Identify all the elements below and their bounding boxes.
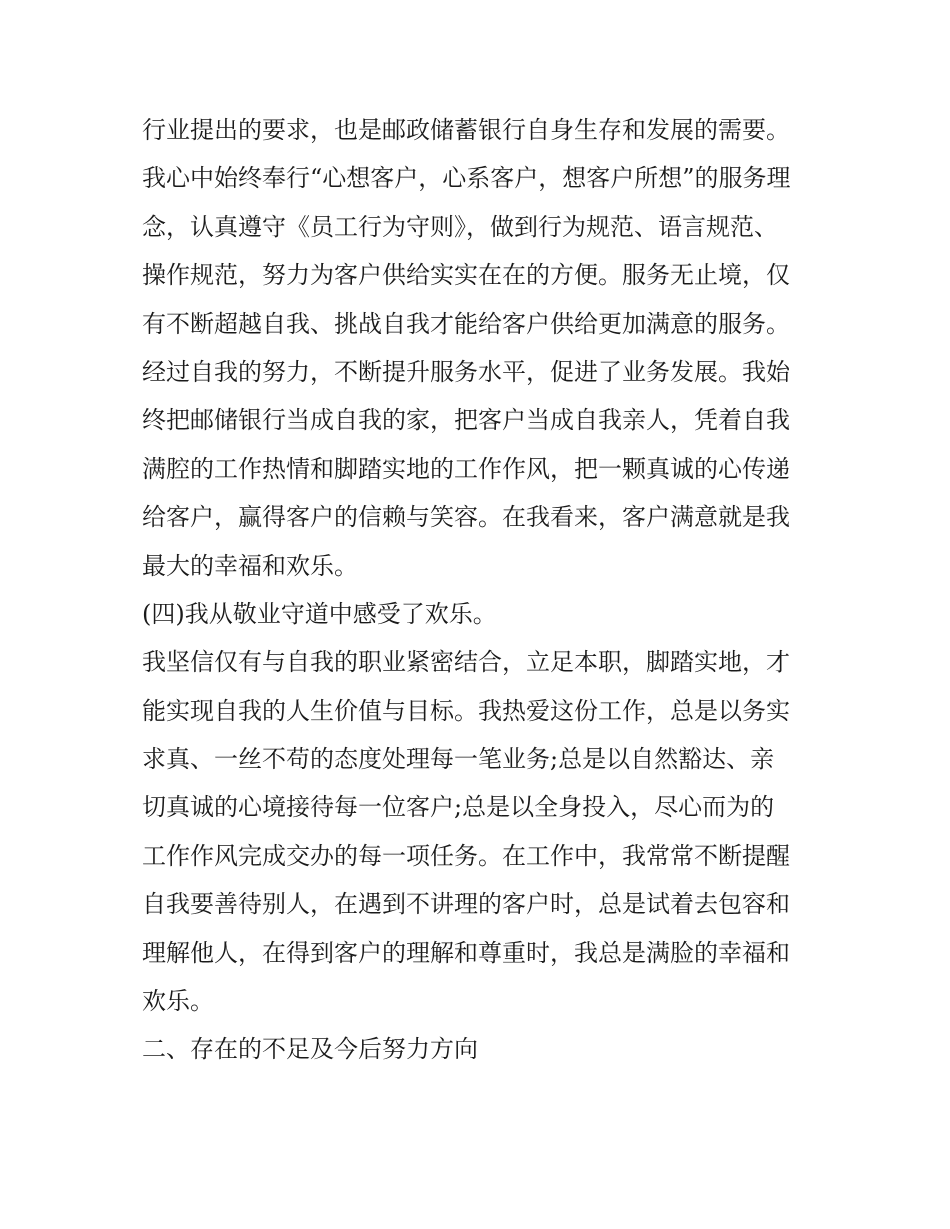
text-line: 理解他人，在得到客户的理解和尊重时，我总是满脸的幸福和: [142, 938, 790, 967]
text-line: 操作规范，努力为客户供给实实在在的方便。服务无止境，仅: [142, 261, 790, 290]
text-line: 能实现自我的人生价值与目标。我热爱这份工作，总是以务实: [142, 696, 790, 725]
section-heading: (四)我从敬业守道中感受了欢乐。: [142, 599, 497, 628]
text-line: 满腔的工作热情和脚踏实地的工作作风，把一颗真诚的心传递: [142, 454, 790, 483]
text-line: 给客户，赢得客户的信赖与笑容。在我看来，客户满意就是我: [142, 503, 790, 532]
document-body: [142, 106, 822, 1074]
text-line: 终把邮储银行当成自我的家，把客户当成自我亲人，凭着自我: [142, 406, 790, 435]
text-line: 最大的幸福和欢乐。: [142, 551, 358, 580]
text-line: 求真、一丝不苟的态度处理每一笔业务;总是以自然豁达、亲: [142, 745, 775, 774]
section-heading: 二、存在的不足及今后努力方向: [142, 1035, 478, 1064]
text-line: 切真诚的心境接待每一位客户;总是以全身投入，尽心而为的: [142, 793, 775, 822]
text-line: 念，认真遵守《员工行为守则》，做到行为规范、语言规范、: [142, 212, 778, 241]
text-line: 欢乐。: [142, 987, 214, 1016]
text-line: 有不断超越自我、挑战自我才能给客户供给更加满意的服务。: [142, 309, 790, 338]
text-line: 行业提出的要求，也是邮政储蓄银行自身生存和发展的需要。: [142, 116, 790, 144]
text-line: 工作作风完成交办的每一项任务。在工作中，我常常不断提醒: [142, 841, 790, 870]
text-line: 经过自我的努力，不断提升服务水平，促进了业务发展。我始: [142, 357, 790, 386]
text-line: 我坚信仅有与自我的职业紧密结合，立足本职，脚踏实地，才: [142, 648, 790, 677]
text-line: 自我要善待别人，在遇到不讲理的客户时，总是试着去包容和: [142, 890, 790, 919]
text-line: 我心中始终奉行“心想客户，心系客户，想客户所想”的服务理: [142, 164, 791, 193]
